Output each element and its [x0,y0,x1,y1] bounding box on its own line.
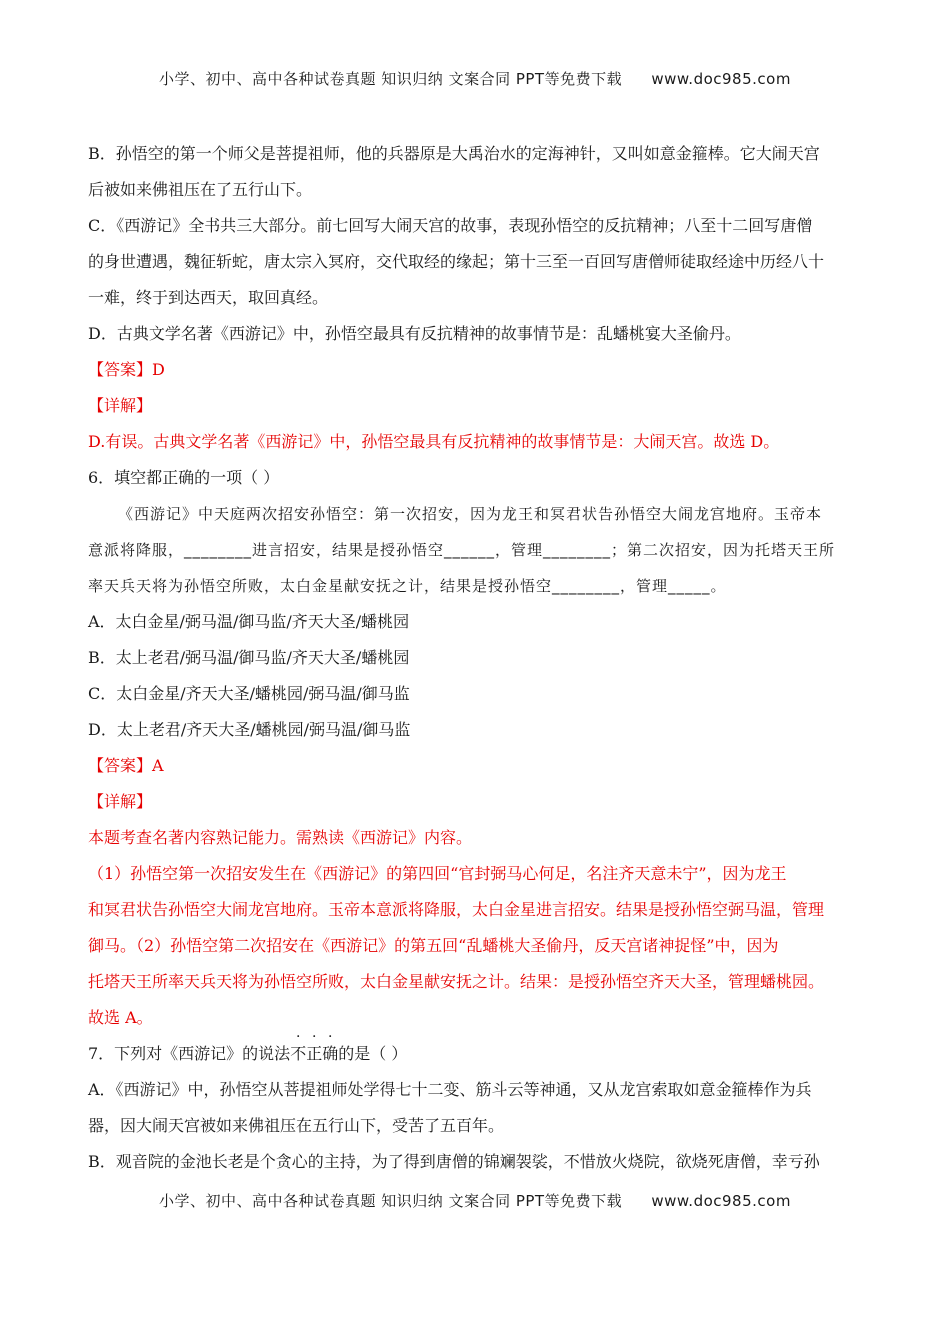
q6-passage-line2: 意派将降服，________进言招安，结果是授孙悟空______，管理________；第二次招安，因为托塔天王所 [88,541,836,559]
q6-option-a: A．太白金星/弼马温/御马监/齐天大圣/蟠桃园 [88,612,410,631]
header-site: www.doc985.com [651,70,791,88]
q6-detail-line6: 故选 A。 [88,1008,153,1027]
q7-option-a-line1: A．《西游记》中，孙悟空从菩提祖师处学得七十二变、筋斗云等神通，又从龙宫索取如意金箍棒作为兵 [88,1080,812,1099]
q6-detail-line2: （1）孙悟空第一次招安发生在《西游记》的第四回“官封弼马心何足，名注齐天意未宁”，因为龙王 [88,864,787,883]
document-body [88,136,868,1180]
emphasis-char: 正 [306,1044,323,1063]
q7-stem: 7．下列对《西游记》的说法不正确的是（ ） [88,1044,408,1063]
q6-detail-line1: 本题考查名著内容熟记能力。需熟读《西游记》内容。 [88,828,473,847]
q5-detail-label: 【详解】 [88,396,153,415]
q5-option-c-line2: 的身世遭遇，魏征斩蛇，唐太宗入冥府，交代取经的缘起；第十三至一百回写唐僧师徒取经途中历经八十 [88,252,825,271]
q6-passage-line3: 率天兵天将为孙悟空所败，太白金星献安抚之计，结果是授孙悟空________，管理_____。 [88,577,727,595]
footer-site: www.doc985.com [651,1192,791,1210]
q5-option-c-line1: C．《西游记》全书共三大部分。前七回写大闹天宫的故事，表现孙悟空的反抗精神；八至十二回写唐僧 [88,216,813,235]
q5-option-d: D．古典文学名著《西游记》中，孙悟空最具有反抗精神的故事情节是：乱蟠桃宴大圣偷丹。 [88,324,741,343]
q6-option-d: D．太上老君/齐天大圣/蟠桃园/弼马温/御马监 [88,720,411,739]
q7-option-a-line2: 器，因大闹天宫被如来佛祖压在五行山下，受苦了五百年。 [88,1116,505,1135]
q6-option-c: C．太白金星/齐天大圣/蟠桃园/弼马温/御马监 [88,684,410,703]
q5-option-b-line2: 后被如来佛祖压在了五行山下。 [88,180,313,199]
q5-option-b-line1: B．孙悟空的第一个师父是菩提祖师，他的兵器原是大禹治水的定海神针，又叫如意金箍棒。它大闹天宫 [88,144,820,163]
page-header [0,68,950,89]
q6-answer: 【答案】A [88,756,164,775]
q5-option-c-line3: 一难，终于到达西天，取回真经。 [88,288,329,307]
q6-passage-line1: 《西游记》中天庭两次招安孙悟空：第一次招安，因为龙王和冥君状告孙悟空大闹龙宫地府。玉帝本 [118,505,823,523]
q6-detail-label: 【详解】 [88,792,153,811]
emphasis-char: 确 [322,1044,339,1063]
q5-answer: 【答案】D [88,360,165,379]
footer-text: 小学、初中、高中各种试卷真题 知识归纳 文案合同 PPT等免费下载 [159,1192,623,1210]
q6-detail-line3: 和冥君状告孙悟空大闹龙宫地府。玉帝本意派将降服，太白金星进言招安。结果是授孙悟空弼马温，管理 [88,900,825,919]
header-text: 小学、初中、高中各种试卷真题 知识归纳 文案合同 PPT等免费下载 [159,70,623,88]
q6-option-b: B．太上老君/弼马温/御马监/齐天大圣/蟠桃园 [88,648,410,667]
q6-detail-line4: 御马。（2）孙悟空第二次招安在《西游记》的第五回“乱蟠桃大圣偷丹，反天宫诸神捉怪”中，因为 [88,936,779,955]
q7-option-b-line1: B．观音院的金池长老是个贪心的主持，为了得到唐僧的锦斓袈裟，不惜放火烧院，欲烧死唐僧，幸亏孙 [88,1152,820,1171]
q6-detail-line5: 托塔天王所率天兵天将为孙悟空所败，太白金星献安抚之计。结果：是授孙悟空齐天大圣，管理蟠桃园。 [88,972,825,991]
q5-detail: D.有误。古典文学名著《西游记》中，孙悟空最具有反抗精神的故事情节是：大闹天宫。故选 D。 [88,432,780,451]
q6-stem: 6．填空都正确的一项（ ） [88,468,280,487]
emphasis-char: 不 [290,1044,307,1063]
page-footer [0,1190,950,1211]
